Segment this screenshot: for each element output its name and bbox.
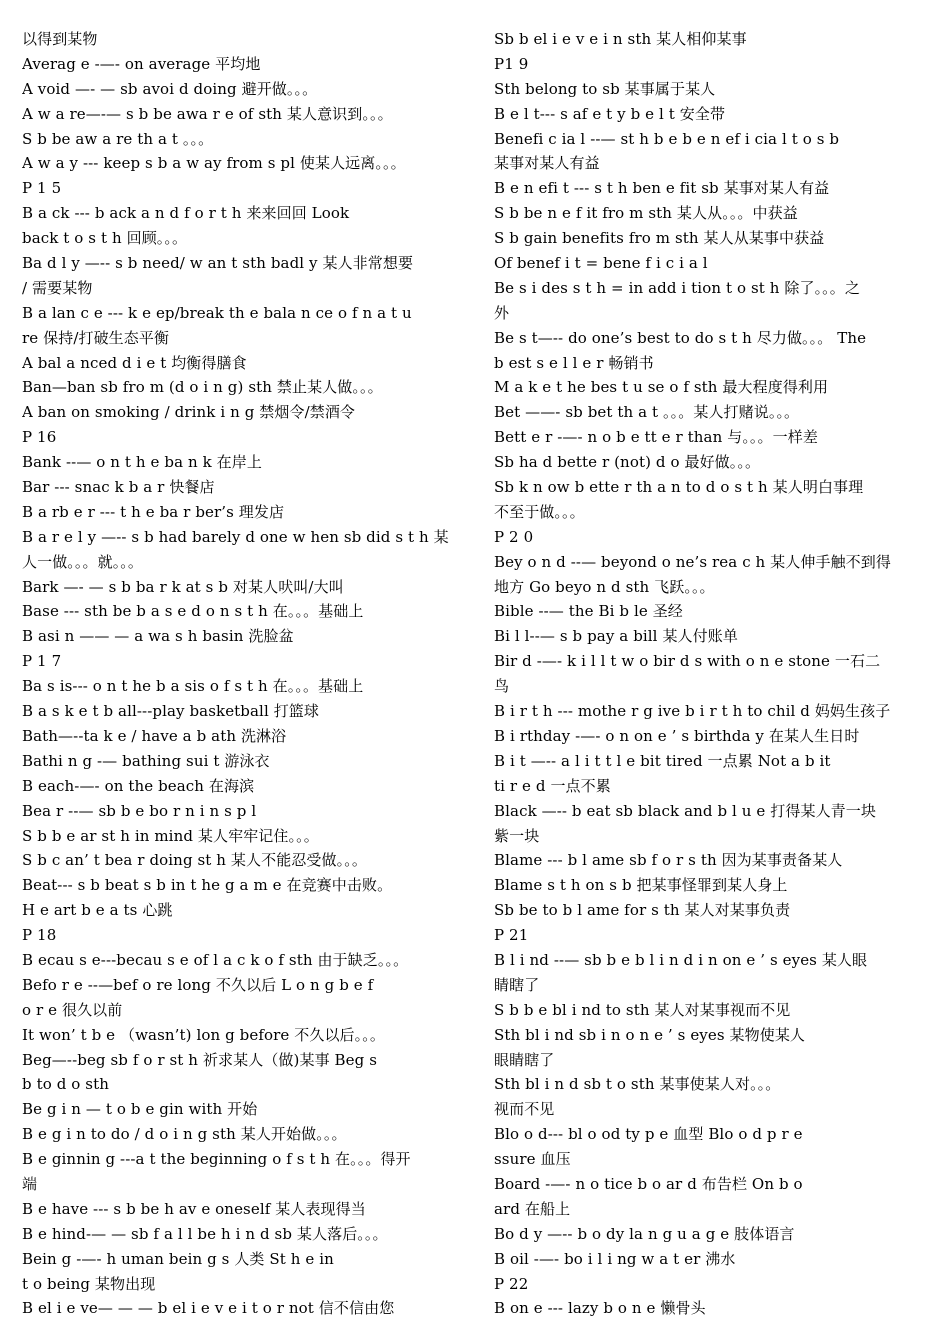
- text-line: B e ginnin g ---a t the beginning o f s t h 在。。。得开: [22, 1150, 411, 1169]
- text-line: B a r e l y —-- s b had barely d one w hen sb did s t h 某: [22, 527, 449, 546]
- text-line: It won’ t b e （wasn’t) lon g before 不久以后。。。: [22, 1025, 385, 1044]
- text-line: Sth belong to sb 某事属于某人: [494, 79, 716, 98]
- text-line: A ban on smoking / drink i n g 禁烟令/禁酒令: [22, 403, 356, 422]
- text-line: S b b e bl i nd to sth 某人对某事视而不见: [494, 1000, 791, 1019]
- text-line: Bir d -—- k i l l t w o bir d s with o n e stone 一石二: [494, 652, 881, 671]
- text-line: B el i e ve— — — b el i e v e i t o r not 信不信由您: [22, 1299, 395, 1318]
- text-line: B oil -—- bo i l i ng w a t er 沸水: [494, 1249, 736, 1268]
- text-line: Bea r --— sb b e bo r n i n s p l: [22, 801, 257, 820]
- text-line: Bar --- snac k b a r 快餐店: [22, 478, 215, 497]
- text-line: B each-—- on the beach 在海滨: [22, 776, 255, 795]
- text-line: Beat--- s b beat s b in t he g a m e 在竞赛中击败。: [22, 876, 393, 895]
- text-line: B e have --- s b be h av e oneself 某人表现得当: [22, 1199, 366, 1218]
- text-line: P1 9: [494, 54, 529, 73]
- text-line: Sb k n ow b ette r th a n to d o s t h 某人明白事理: [494, 478, 864, 497]
- text-line: S b c an’ t bea r doing st h 某人不能忍受做。。。: [22, 851, 367, 870]
- text-line: ard 在船上: [494, 1199, 571, 1218]
- text-line: Sb ha d bette r (not) d o 最好做。。。: [494, 453, 761, 472]
- text-line: S b gain benefits fro m sth 某人从某事中获益: [494, 229, 825, 248]
- text-line: 地方 Go beyo n d sth 飞跃。。。: [494, 577, 715, 596]
- text-line: A w a y --- keep s b a w ay from s pl 使某人远离。。。: [22, 154, 406, 173]
- text-line: / 需要某物: [22, 278, 93, 297]
- text-line: B l i nd --— sb b e b l i n d i n on e ’ s eyes 某人眼: [494, 950, 868, 969]
- text-line: P 16: [22, 428, 57, 447]
- text-line: P 1 5: [22, 179, 62, 198]
- text-line: B a s k e t b all---play basketball 打篮球: [22, 702, 320, 721]
- text-line: Bet ——- sb bet th a t 。。。某人打赌说。。。: [494, 403, 800, 422]
- text-line: B e hind-— — sb f a l l be h i n d sb 某人落后。。。: [22, 1224, 388, 1243]
- text-line: B e n efi t --- s t h ben e fit sb 某事对某人有益: [494, 179, 830, 198]
- text-line: A void —- — sb avoi d doing 避开做。。。: [22, 79, 318, 98]
- text-line: Be g i n — t o b e gin with 开始: [22, 1100, 258, 1119]
- text-line: M a k e t he bes t u se o f sth 最大程度得利用: [494, 378, 829, 397]
- text-line: Sb be to b l ame for s th 某人对某事负责: [494, 901, 791, 920]
- text-line: H e art b e a ts 心跳: [22, 901, 173, 920]
- text-line: re 保持/打破生态平衡: [22, 328, 170, 347]
- text-line: Sth bl i n d sb t o sth 某事使某人对。。。: [494, 1075, 781, 1094]
- text-line: 紫一块: [494, 826, 540, 845]
- text-line: ssure 血压: [494, 1150, 571, 1169]
- text-line: Bath—--ta k e / have a b ath 洗淋浴: [22, 726, 287, 745]
- text-line: Be s i des s t h = in add i tion t o st h 除了。。。之: [494, 278, 860, 297]
- text-line: 端: [22, 1174, 38, 1193]
- text-line: Blame s t h on s b 把某事怪罪到某人身上: [494, 876, 788, 895]
- text-line: B e l t--- s af e t y b e l t 安全带: [494, 104, 726, 123]
- text-line: t o being 某物出现: [22, 1274, 156, 1293]
- text-line: Blo o d--- bl o od ty p e 血型 Blo o d p r e: [494, 1125, 803, 1144]
- text-line: A w a re—-— s b be awa r e of sth 某人意识到。。。: [22, 104, 393, 123]
- text-line: Befo r e --—bef o re long 不久以后 L o n g b e f: [22, 975, 374, 994]
- text-line: Sb b el i e v e i n sth 某人相仰某事: [494, 30, 747, 48]
- right-column: [494, 27, 934, 1321]
- text-line: Ba d l y —-- s b need/ w an t sth badl y 某人非常想要: [22, 254, 414, 273]
- text-line: Ban—ban sb fro m (d o i n g) sth 禁止某人做。。。: [22, 378, 383, 397]
- text-line: Bark —- — s b ba r k at s b 对某人吠叫/大叫: [22, 577, 344, 596]
- text-line: P 21: [494, 926, 529, 945]
- text-line: Benefi c ia l --— st h b e b e n ef i cia l t o s b: [494, 129, 840, 148]
- text-line: Bathi n g -— bathing sui t 游泳衣: [22, 751, 270, 770]
- text-line: 视而不见: [494, 1100, 555, 1119]
- text-line: Base --- sth be b a s e d o n s t h 在。。。基础上: [22, 602, 364, 621]
- text-line: Bible --— the Bi b le 圣经: [494, 602, 683, 621]
- text-line: A bal a nced d i e t 均衡得膳食: [22, 353, 247, 372]
- text-line: P 1 7: [22, 652, 62, 671]
- text-line: B i rthday -—- o n on e ’ s birthda y 在某人生日时: [494, 726, 860, 745]
- text-line: B on e --- lazy b o n e 懒骨头: [494, 1299, 706, 1318]
- text-line: Be s t—-- do one’s best to do s t h 尽力做。。。 The: [494, 328, 867, 347]
- text-line: Bein g -—- h uman bein g s 人类 St h e in: [22, 1249, 334, 1268]
- text-line: b to d o sth: [22, 1075, 109, 1094]
- text-line: 鸟: [494, 677, 510, 696]
- text-line: Bett e r -—- n o b e tt e r than 与。。。一样差: [494, 428, 818, 447]
- text-line: back t o s t h 回顾。。。: [22, 229, 188, 248]
- text-line: Beg—--beg sb f o r st h 祈求某人（做)某事 Beg s: [22, 1050, 378, 1069]
- text-line: S b be n e f it fro m sth 某人从。。。中获益: [494, 204, 798, 223]
- text-line: Of benef i t = bene f i c i a l: [494, 254, 708, 273]
- text-line: Bey o n d --— beyond o ne’s rea c h 某人伸手触不到得: [494, 552, 891, 571]
- text-line: 不至于做。。。: [494, 502, 585, 521]
- text-line: ti r e d 一点不累: [494, 776, 611, 795]
- text-line: o r e 很久以前: [22, 1000, 123, 1019]
- text-line: S b be aw a re th a t 。。。: [22, 129, 214, 148]
- text-line: B a ck --- b ack a n d f o r t h 来来回回 Look: [22, 204, 350, 223]
- text-line: B asi n —— — a wa s h basin 洗脸盆: [22, 627, 294, 646]
- text-line: 眼睛瞎了: [494, 1050, 555, 1069]
- text-line: B i r t h --- mothe r g ive b i r t h to chil d 妈妈生孩子: [494, 702, 891, 721]
- text-line: B a lan c e --- k e ep/break th e bala n ce o f n a t u: [22, 303, 412, 322]
- text-line: Black —-- b eat sb black and b l u e 打得某人青一块: [494, 801, 876, 820]
- text-line: B a rb e r --- t h e ba r ber’s 理发店: [22, 502, 285, 521]
- text-line: b est s e l l e r 畅销书: [494, 353, 654, 372]
- text-line: Blame --- b l ame sb f o r s th 因为某事责备某人: [494, 851, 843, 870]
- text-line: Sth bl i nd sb i n o n e ’ s eyes 某物使某人: [494, 1025, 806, 1044]
- text-line: Bi l l--— s b pay a bill 某人付账单: [494, 627, 738, 646]
- text-line: 某事对某人有益: [494, 154, 600, 173]
- text-line: P 18: [22, 926, 57, 945]
- text-line: B e g i n to do / d o i n g sth 某人开始做。。。: [22, 1125, 347, 1144]
- text-line: Bank --— o n t h e ba n k 在岸上: [22, 453, 262, 472]
- left-column: [22, 27, 462, 1321]
- text-line: Bo d y —-- b o dy la n g u a g e 肢体语言: [494, 1224, 795, 1243]
- text-line: S b b e ar st h in mind 某人牢牢记住。。。: [22, 826, 319, 845]
- text-line: 外: [494, 303, 510, 322]
- text-line: B i t —-- a l i t t l e bit tired 一点累 Not a b it: [494, 751, 831, 770]
- text-line: Board -—- n o tice b o ar d 布告栏 On b o: [494, 1174, 803, 1193]
- text-line: Ba s is--- o n t he b a sis o f s t h 在。。。基础上: [22, 677, 364, 696]
- text-line: 以得到某物: [22, 30, 98, 48]
- text-line: 人一做。。。就。。。: [22, 552, 144, 571]
- text-line: P 22: [494, 1274, 529, 1293]
- text-line: 睛瞎了: [494, 975, 540, 994]
- text-line: Averag e -—- on average 平均地: [22, 54, 261, 73]
- text-line: P 2 0: [494, 527, 534, 546]
- text-line: B ecau s e---becau s e of l a c k o f sth 由于缺乏。。。: [22, 950, 409, 969]
